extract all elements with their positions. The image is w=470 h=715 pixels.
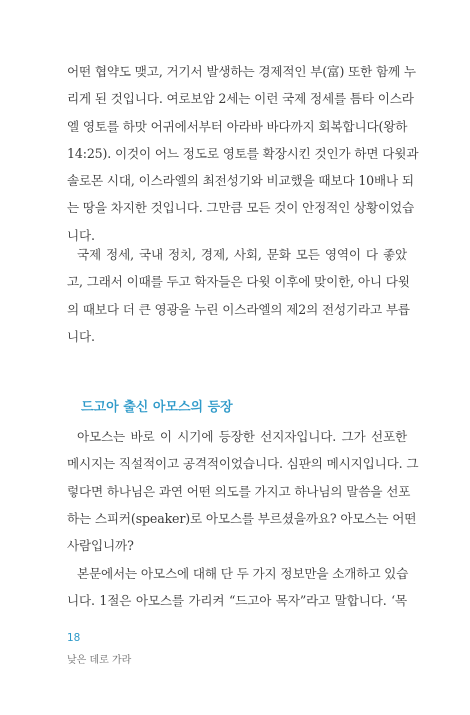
- paragraph-3: [67, 423, 419, 559]
- page-number: 18: [67, 632, 81, 644]
- paragraph-1: [67, 58, 419, 249]
- running-title: 낮은 데로 가라: [67, 655, 132, 666]
- paragraph-line: 14:25). 이것이 어느 정도로 영토를 확장시킨 것인가 하면 다윗과: [67, 145, 419, 161]
- paragraph-line: 고, 그래서 이때를 두고 학자들은 다윗 이후에 맞이한, 아니 다윗: [67, 274, 410, 290]
- paragraph-2: [67, 241, 410, 350]
- paragraph-line: 니다. 1절은 아모스를 가리켜 “드고아 목자”라고 말합니다. ‘목: [67, 593, 407, 609]
- paragraph-line: 의 때보다 더 큰 영광을 누린 이스라엘의 제2의 전성기라고 부릅: [67, 301, 410, 317]
- paragraph-line: 본문에서는 아모스에 대해 단 두 가지 정보만을 소개하고 있습: [77, 566, 409, 581]
- paragraph-line: 국제 정세, 국내 정치, 경제, 사회, 문화 모든 영역이 다 좋았: [77, 247, 407, 262]
- paragraph-line: 아모스는 바로 이 시기에 등장한 선지자입니다. 그가 선포한: [77, 429, 407, 444]
- paragraph-line: 니다.: [67, 328, 95, 344]
- paragraph-line: 엘 영토를 하맛 어귀에서부터 아라바 바다까지 회복합니다(왕하: [67, 118, 408, 134]
- paragraph-line: 솔로몬 시대, 이스라엘의 최전성기와 비교했을 때보다 10배나 되: [67, 173, 414, 189]
- paragraph-line: 니다.: [67, 227, 95, 243]
- section-heading: 드고아 출신 아모스의 등장: [81, 400, 233, 415]
- paragraph-line: 는 땅을 차지한 것입니다. 그만큼 모든 것이 안정적인 상황이었습: [67, 200, 415, 216]
- paragraph-line: 사람입니까?: [67, 538, 134, 554]
- paragraph-4: [67, 560, 407, 615]
- paragraph-line: 메시지는 직설적이고 공격적이었습니다. 심판의 메시지입니다. 그: [67, 456, 419, 472]
- paragraph-line: 하는 스피커(speaker)로 아모스를 부르셨을까요? 아모스는 어떤: [67, 510, 417, 526]
- paragraph-line: 어떤 협약도 맺고, 거기서 발생하는 경제적인 부(富) 또한 함께 누: [67, 64, 416, 79]
- paragraph-line: 리게 된 것입니다. 여로보암 2세는 이런 국제 정세를 틈타 이스라: [67, 91, 414, 107]
- paragraph-line: 렇다면 하나님은 과연 어떤 의도를 가지고 하나님의 말씀을 선포: [67, 483, 411, 499]
